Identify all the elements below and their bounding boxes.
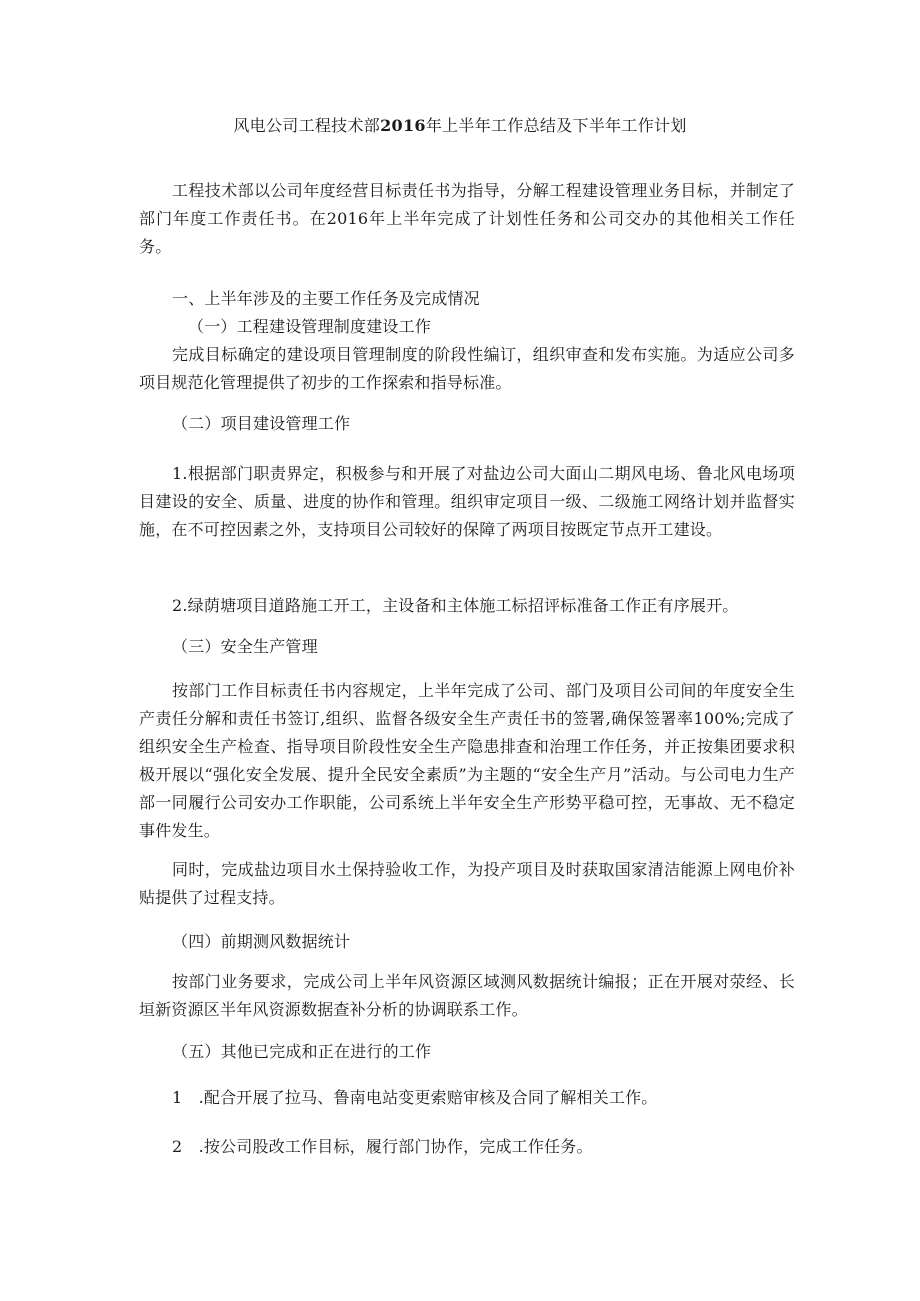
sub1-heading: （一）工程建设管理制度建设工作 <box>188 317 432 336</box>
document-title <box>0 114 920 138</box>
sub2-item-2: 2.绿荫塘项目道路施工开工，主设备和主体施工标招评标准备工作正有序展开。 <box>172 596 739 615</box>
section1-heading: 一、上半年涉及的主要工作任务及完成情况 <box>172 289 480 308</box>
title-suffix: 年上半年工作总结及下半年工作计划 <box>425 116 687 135</box>
title-prefix: 风电公司工程技术部 <box>233 116 381 135</box>
sub5-item-2: 2 .按公司股改工作目标，履行部门协作，完成工作任务。 <box>172 1137 593 1156</box>
sub4-heading: （四）前期测风数据统计 <box>172 932 351 951</box>
title-year: 2016 <box>380 116 426 135</box>
sub3-body-1: 按部门工作目标责任书内容规定，上半年完成了公司、部门及项目公司间的年度安全生产责任分解和责任书签订,组织、监督各级安全生产责任书的签署,确保签署率100%;完成了组织安全生产检查、指导项目阶段性安全生产隐患排查和治理工作任务，并正按集团要求积极开展以“强化安全发展、提升全民安全素质”为主题的“安全生产月”活动。与公司电力生产部一同履行公司安办工作职能，公司系统上半年安全生产形势平稳可控，无事故、无不稳定事件发生。 <box>139 681 795 840</box>
sub1-body: 完成目标确定的建设项目管理制度的阶段性编订，组织审查和发布实施。为适应公司多项目规范化管理提供了初步的工作探索和指导标准。 <box>139 345 795 392</box>
intro-paragraph: 工程技术部以公司年度经营目标责任书为指导，分解工程建设管理业务目标，并制定了部门年度工作责任书。在2016年上半年完成了计划性任务和公司交办的其他相关工作任务。 <box>139 181 795 256</box>
sub3-heading: （三）安全生产管理 <box>172 637 318 656</box>
sub3-body-2: 同时，完成盐边项目水土保持验收工作，为投产项目及时获取国家清洁能源上网电价补贴提供了过程支持。 <box>139 860 795 907</box>
sub2-heading: （二）项目建设管理工作 <box>172 414 351 433</box>
sub5-item-1: 1 .配合开展了拉马、鲁南电站变更索赔审核及合同了解相关工作。 <box>172 1088 658 1107</box>
sub5-heading: （五）其他已完成和正在进行的工作 <box>172 1042 432 1061</box>
sub2-item-1: 1.根据部门职责界定，积极参与和开展了对盐边公司大面山二期风电场、鲁北风电场项目建设的安全、质量、进度的协作和管理。组织审定项目一级、二级施工网络计划并监督实施，在不可控因素之外，支持项目公司较好的保障了两项目按既定节点开工建设。 <box>139 464 795 539</box>
sub4-body: 按部门业务要求，完成公司上半年风资源区域测风数据统计编报；正在开展对荥经、长垣新资源区半年风资源数据查补分析的协调联系工作。 <box>139 972 795 1019</box>
